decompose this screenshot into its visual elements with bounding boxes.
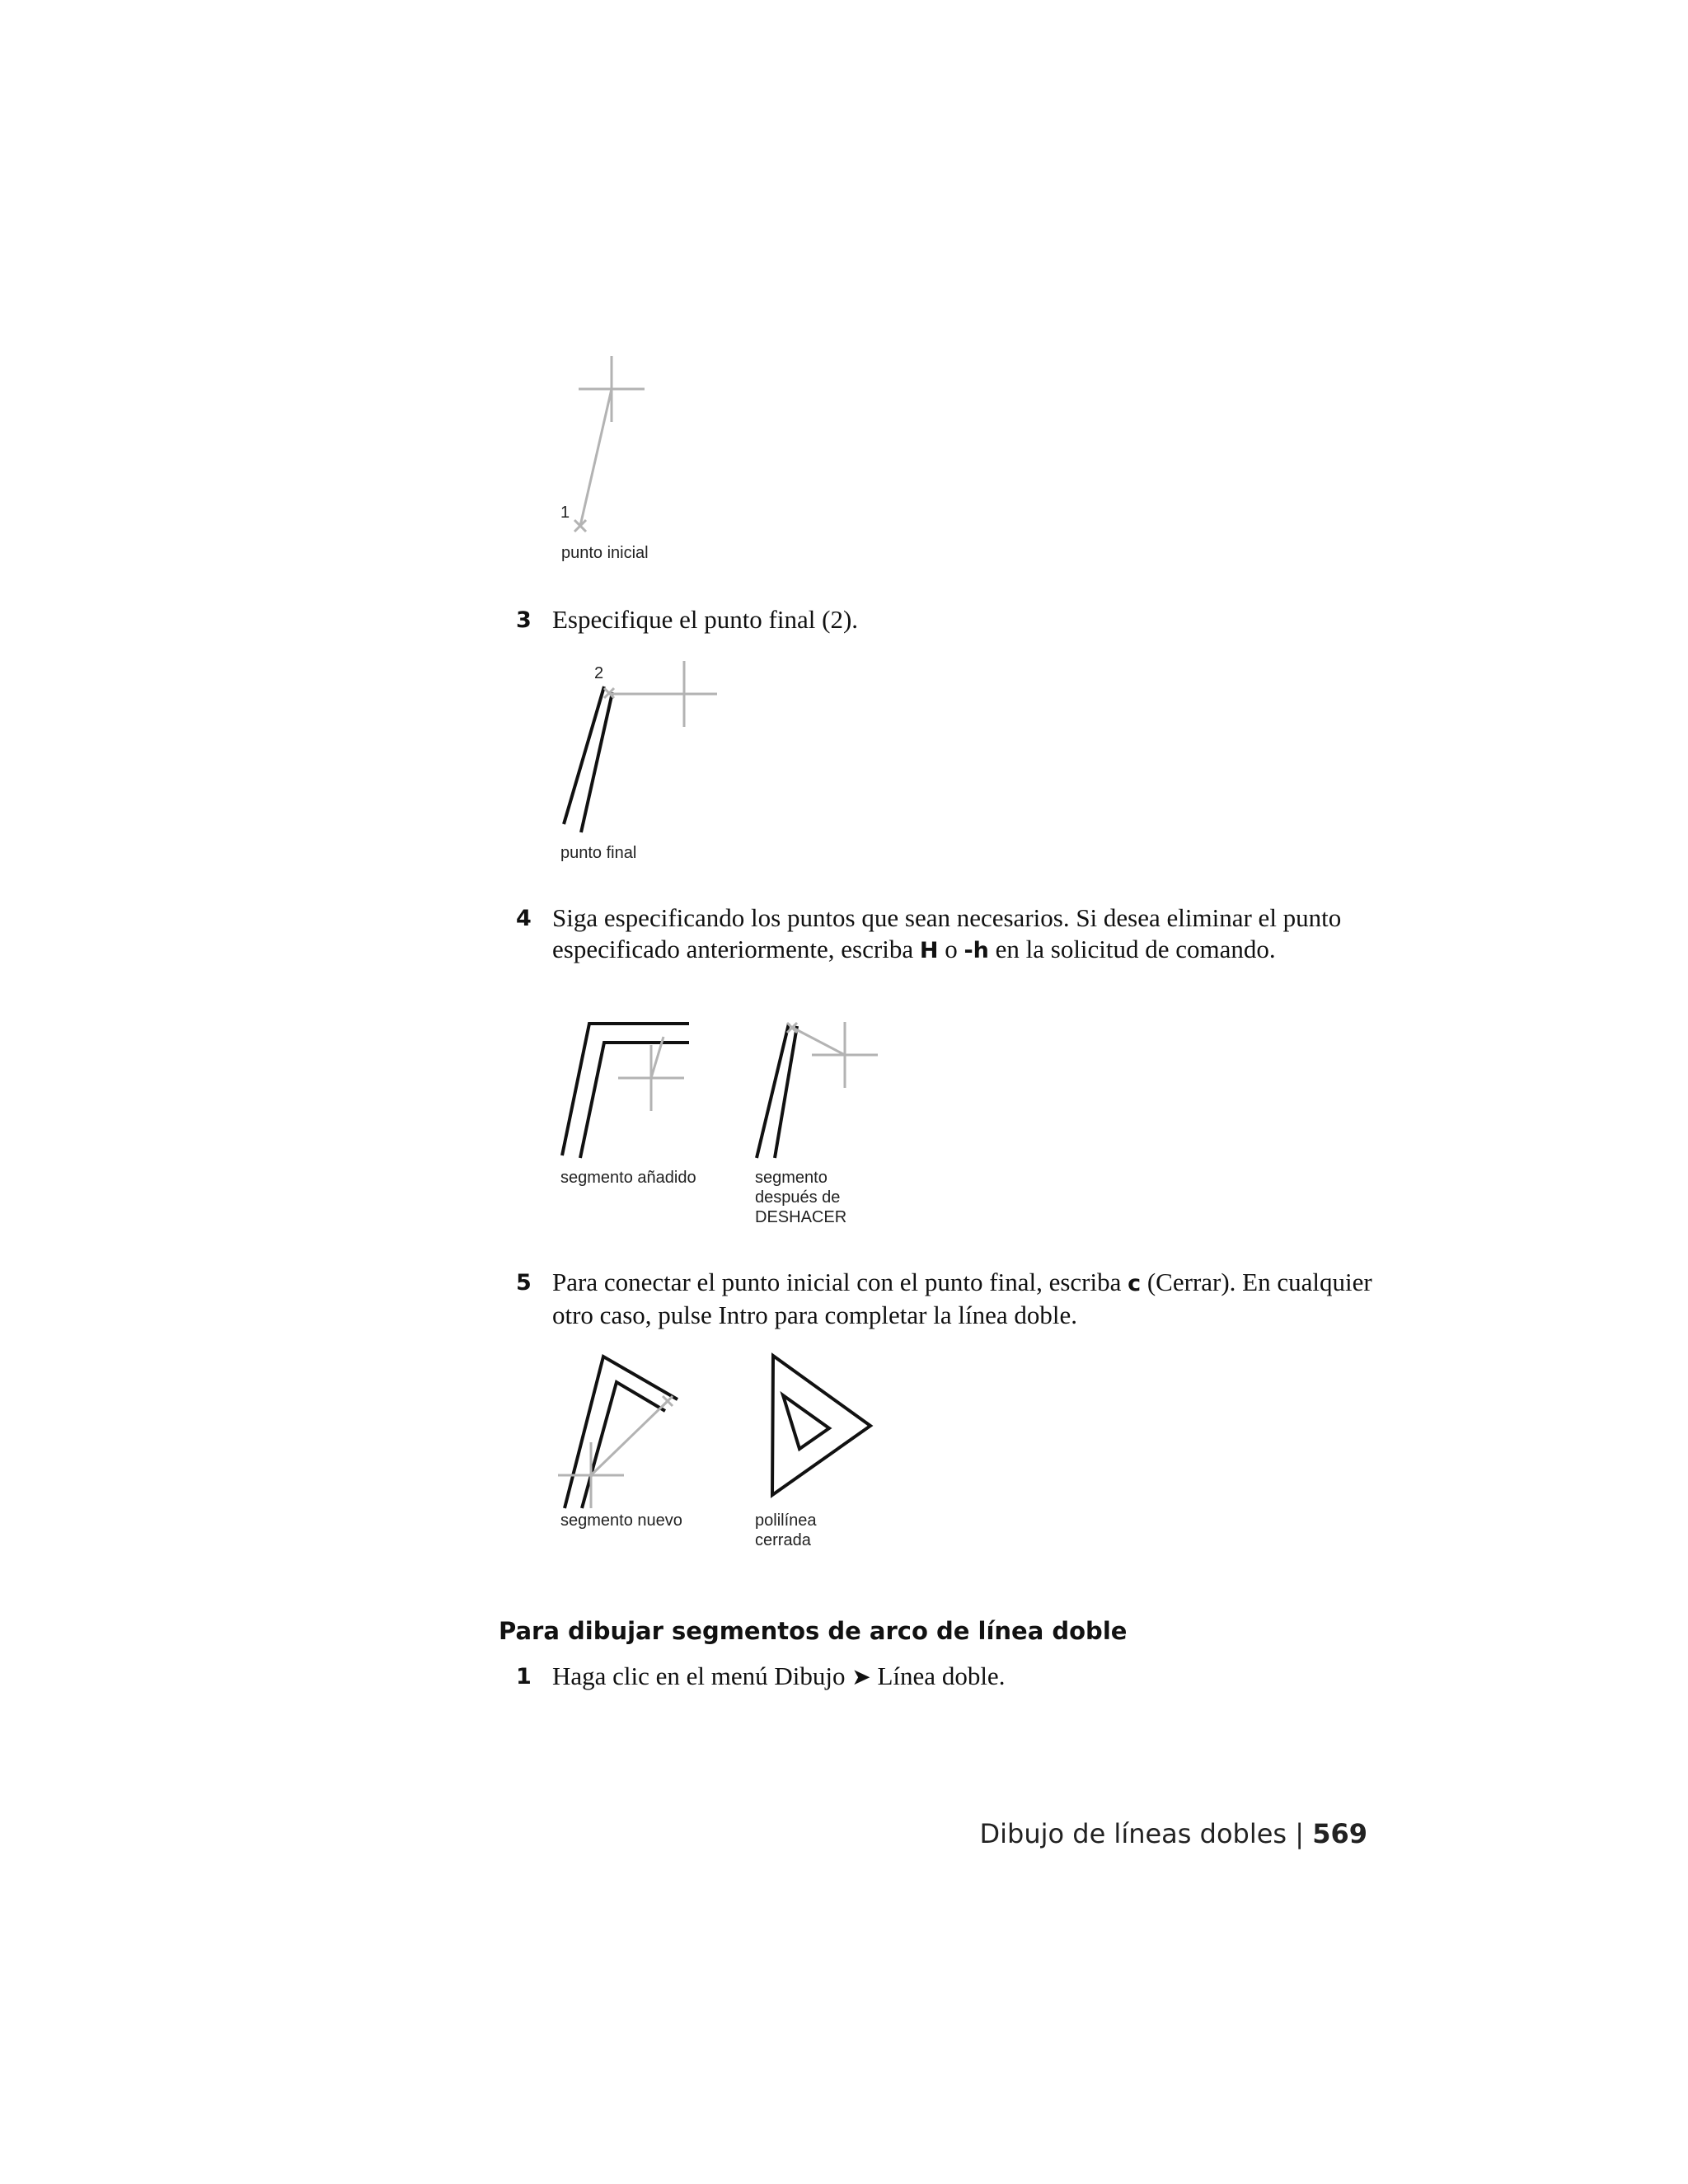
figure3-caption-right-line1: segmento xyxy=(755,1169,828,1187)
figure-close-polyline xyxy=(544,1343,898,1525)
figure4-caption-right-line2: cerrada xyxy=(755,1531,811,1549)
closed-polyline-inner xyxy=(783,1395,829,1449)
figure-segment-undo xyxy=(544,1014,898,1179)
footer-title: Dibujo de líneas dobles xyxy=(979,1818,1287,1849)
page-number: 569 xyxy=(1312,1818,1367,1849)
figure4-caption-right-line1: polilínea xyxy=(755,1511,817,1530)
section-step-1-text: Haga clic en el menú Dibujo ➤ Línea doble. xyxy=(552,1661,1006,1690)
undo-line-right xyxy=(775,1026,797,1158)
figure1-caption: punto inicial xyxy=(561,544,649,562)
figure1-point-number: 1 xyxy=(560,504,570,522)
double-line-inner xyxy=(580,1043,689,1158)
rubber-band-line xyxy=(791,1027,845,1055)
step-3-text: Especifique el punto final (2). xyxy=(552,605,859,634)
section-step-1-number: 1 xyxy=(516,1664,532,1690)
figure3-caption-left: segmento añadido xyxy=(560,1169,696,1187)
segment-outer xyxy=(565,1357,678,1508)
step-4-bold-h: H xyxy=(919,938,939,963)
step-4-text: Siga especificando los puntos que sean necesarios. Si desea eliminar el punto especificado anteriormente, escriba H o -h en la solicitud de comando. xyxy=(552,903,1342,963)
menu-arrow-icon: ➤ xyxy=(851,1663,871,1690)
figure4-caption-left: segmento nuevo xyxy=(560,1511,682,1530)
figure2-caption: punto final xyxy=(560,844,637,862)
step-5-number: 5 xyxy=(516,1270,532,1296)
figure3-caption-right-line3: DESHACER xyxy=(755,1208,847,1226)
step-4-bold-dash-h: -h xyxy=(964,938,989,963)
rubber-band-line xyxy=(580,389,612,526)
figure-end-point xyxy=(544,651,734,841)
step-5-bold-c: c xyxy=(1128,1271,1142,1296)
figure2-point-number: 2 xyxy=(594,664,604,682)
step-5-text: Para conectar el punto inicial con el punto final, escriba c (Cerrar). En cualquier otro caso, pulse Intro para completar la línea doble. xyxy=(552,1268,1372,1329)
footer-separator: | xyxy=(1295,1818,1305,1849)
undo-line-left xyxy=(757,1024,789,1158)
closed-polyline-outer xyxy=(772,1356,870,1495)
step-4-number: 4 xyxy=(516,906,532,931)
page-footer xyxy=(979,1818,1367,1849)
section-heading: Para dibujar segmentos de arco de línea doble xyxy=(499,1617,1128,1645)
figure3-caption-right-line2: después de xyxy=(755,1188,841,1207)
step-3-number: 3 xyxy=(516,607,532,633)
